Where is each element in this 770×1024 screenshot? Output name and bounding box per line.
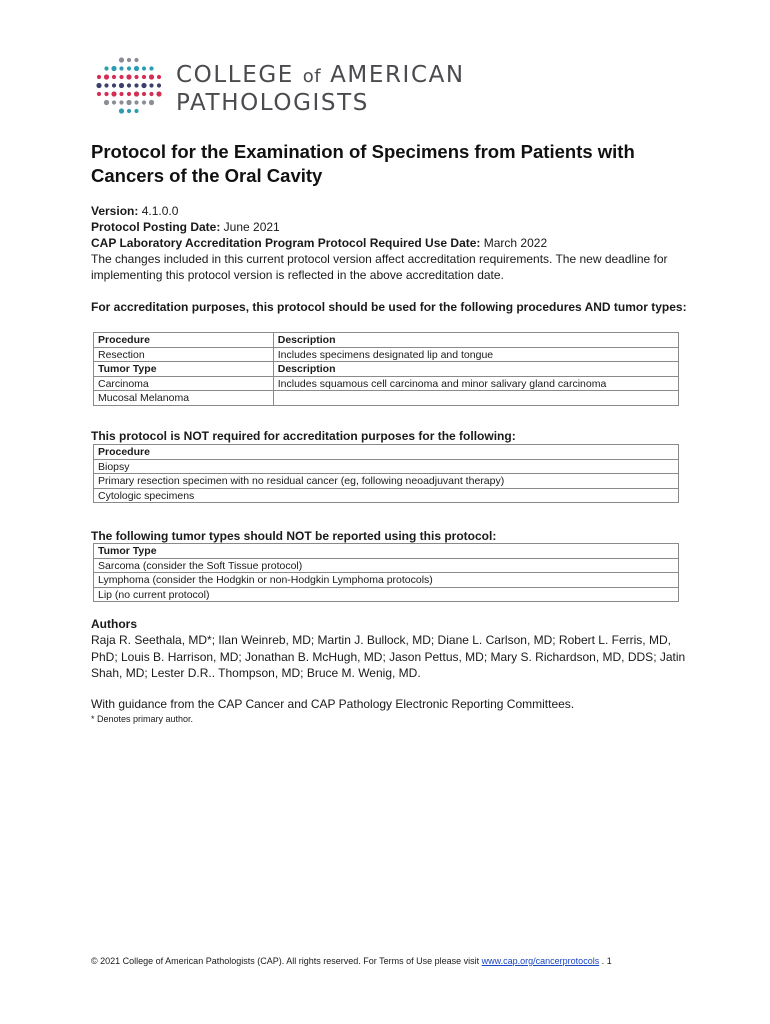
accreditation-heading: For accreditation purposes, this protocol should be used for the following procedures AND tumor types: [91,300,687,314]
version-label: Version: [91,204,139,218]
table-row [94,391,679,406]
table-row [94,445,679,460]
not-required-heading: This protocol is NOT required for accreditation purposes for the following: [91,429,516,443]
table-row [94,544,679,559]
logo-dot [96,83,101,88]
logo-dot [149,74,154,79]
logo-dot [111,91,116,96]
logo-dot [134,58,138,62]
logo-dot [149,66,153,70]
page-footer [91,955,691,967]
logo-dot [157,83,161,87]
logo-dot [156,91,161,96]
logo-dot [119,66,123,70]
logo-dot [134,83,138,87]
version-line [91,203,691,219]
description-header: Description [273,333,678,348]
tumor-type-cell: Sarcoma (consider the Soft Tissue protocol) [94,558,679,573]
logo-text-college: COLLEGE [176,62,303,88]
logo-dot [112,100,116,104]
logo-dot [134,109,138,113]
required-use-date-line [91,235,691,251]
cap-logo [94,54,474,118]
guidance-text: With guidance from the CAP Cancer and CAP Pathology Electronic Reporting Committees. [91,697,575,711]
logo-dot [112,83,116,87]
table-row [94,558,679,573]
logo-dot [119,83,124,88]
procedure-header: Procedure [94,445,679,460]
table-row [94,474,679,489]
table-row [94,459,679,474]
tumor-type-cell: Lip (no current protocol) [94,587,679,602]
logo-dot [127,58,131,62]
document-title: Protocol for the Examination of Specimens from Patients with Cancers of the Oral Cavity [91,141,635,186]
logo-dot [126,100,131,105]
logo-text-american: AMERICAN [321,62,465,88]
table-row [94,376,679,391]
logo-dot [127,66,131,70]
posting-date-value: June 2021 [220,220,280,234]
logo-dot [127,83,131,87]
logo-line-2: PATHOLOGISTS [176,90,369,116]
logo-dot [141,83,146,88]
not-reported-table [93,543,679,602]
logo-dot [142,66,146,70]
logo-dot [104,100,109,105]
logo-dot [119,57,124,62]
logo-dot [134,75,138,79]
logo-dot [149,92,153,96]
description-cell [273,391,678,406]
table-row [94,347,679,362]
logo-line-1 [176,62,465,90]
protocol-meta [91,203,691,283]
table-row [94,333,679,348]
table-row [94,362,679,377]
logo-dot [142,92,146,96]
logo-dot [157,75,161,79]
description-cell: Includes specimens designated lip and tongue [273,347,678,362]
cancer-protocols-link[interactable]: www.cap.org/cancerprotocols [481,956,600,966]
authors-heading: Authors [91,617,137,631]
logo-dot [112,75,116,79]
logo-dot-mark-icon [94,54,164,118]
procedure-cell: Cytologic specimens [94,488,679,503]
logo-dot [149,100,154,105]
primary-author-note: * Denotes primary author. [91,714,194,724]
logo-dot [104,74,109,79]
logo-dot [97,92,101,96]
logo-dot [134,91,139,96]
logo-dot [119,100,123,104]
tumor-type-cell: Mucosal Melanoma [94,391,274,406]
procedure-cell: Biopsy [94,459,679,474]
logo-text-of: of [302,66,322,87]
accreditation-table [93,332,679,406]
table-row [94,573,679,588]
logo-dot [134,100,138,104]
authors-list: Raja R. Seethala, MD*; Ilan Weinreb, MD; Martin J. Bullock, MD; Diane L. Carlson, MD; Robert L. Ferris, MD, PhD; Louis B. Harrison, MD; Jonathan B. McHugh, MD; Jason Pettus, MD; Mary S. Richardson, MD, DDS; Jatin Shah, MD; Lester D.R.. Thompson, MD; Bruce M. Wenig, MD. [91,633,686,680]
required-use-date-value: March 2022 [480,236,548,250]
logo-dot [149,83,153,87]
table-row [94,587,679,602]
logo-wordmark [176,62,465,117]
tumor-type-header: Tumor Type [94,362,274,377]
required-use-date-label: CAP Laboratory Accreditation Program Protocol Required Use Date: [91,236,481,250]
tumor-description-header: Description [273,362,678,377]
logo-dot [104,92,108,96]
logo-dot [142,75,146,79]
table-row [94,488,679,503]
tumor-type-cell: Lymphoma (consider the Hodgkin or non-Hodgkin Lymphoma protocols) [94,573,679,588]
version-value: 4.1.0.0 [138,204,179,218]
logo-dot [127,92,131,96]
logo-dot [119,75,123,79]
tumor-type-header: Tumor Type [94,544,679,559]
logo-dot [134,66,139,71]
not-required-table [93,444,679,503]
not-reported-heading: The following tumor types should NOT be reported using this protocol: [91,529,497,543]
logo-dot [119,92,123,96]
logo-dot [119,108,124,113]
tumor-type-cell: Carcinoma [94,376,274,391]
procedure-header: Procedure [94,333,274,348]
procedure-cell: Primary resection specimen with no residual cancer (eg, following neoadjuvant therapy) [94,474,679,489]
logo-dot [111,66,116,71]
posting-date-line [91,219,691,235]
logo-dot [127,109,131,113]
logo-dot [126,74,131,79]
logo-dot [104,66,108,70]
changes-text: The changes included in this current protocol version affect accreditation requirements. The new deadline for implementing this protocol version is reflected in the above accreditation date. [91,252,668,282]
posting-date-label: Protocol Posting Date: [91,220,221,234]
logo-dot [104,83,108,87]
procedure-cell: Resection [94,347,274,362]
description-cell: Includes squamous cell carcinoma and minor salivary gland carcinoma [273,376,678,391]
footer-copyright: © 2021 College of American Pathologists (CAP). All rights reserved. For Terms of Use please visit [91,956,482,966]
logo-dot [142,100,146,104]
logo-dot [97,75,101,79]
page-number: . 1 [601,956,612,966]
